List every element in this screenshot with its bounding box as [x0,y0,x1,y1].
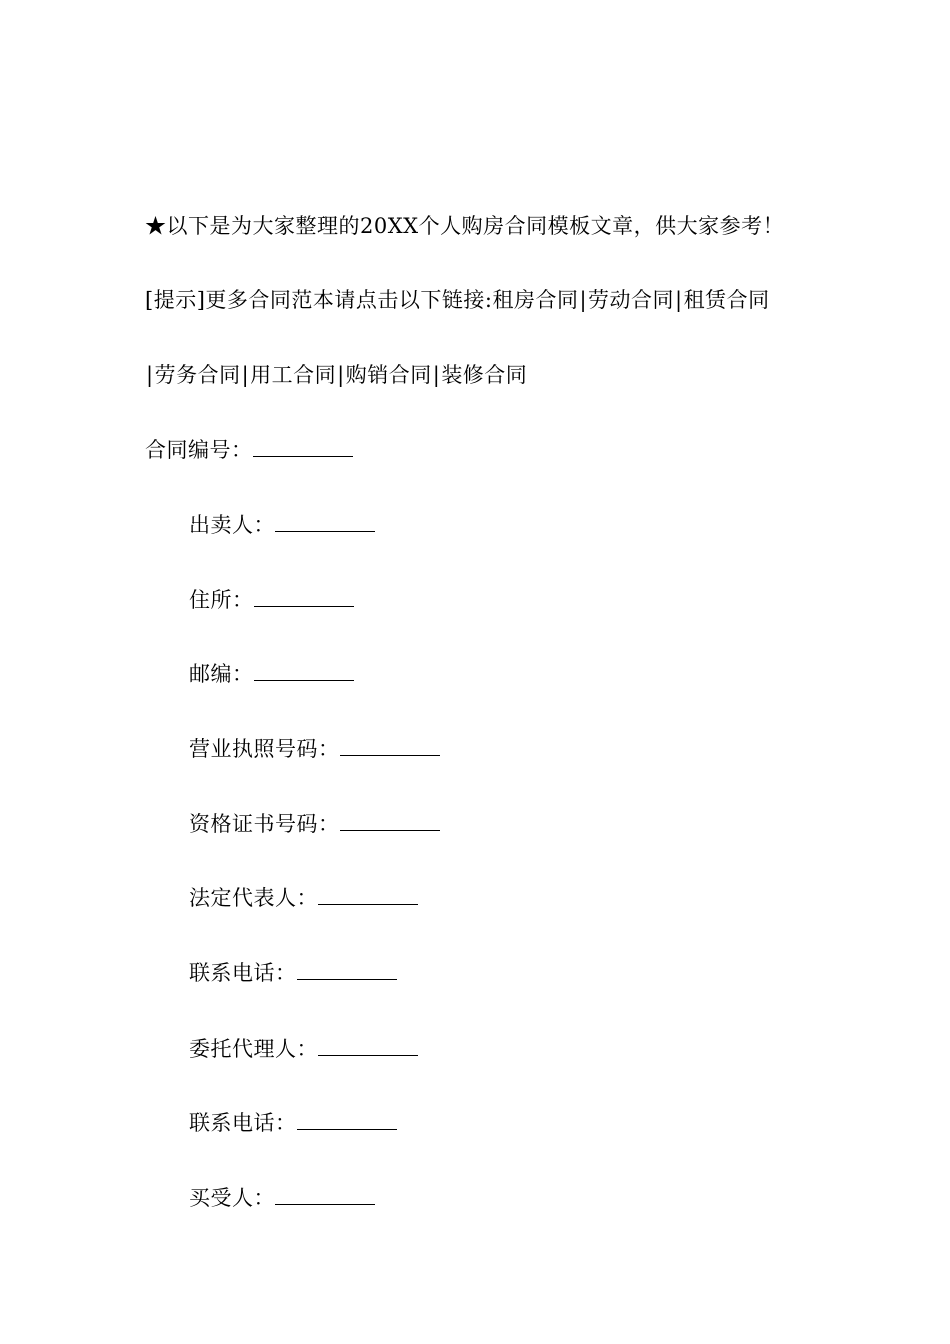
phone-label-2: 联系电话： [189,1111,297,1135]
address-label: 住所： [189,588,254,612]
business-license-blank [340,739,440,756]
hint-link-renovation[interactable]: 装修合同 [441,363,528,387]
seller-label: 出卖人： [189,513,275,537]
link-separator: | [675,288,683,312]
qualification-cert-row [189,810,440,838]
qualification-cert-label: 资格证书号码： [189,812,340,836]
link-separator: | [241,363,250,387]
link-separator: | [337,363,345,387]
postcode-blank [254,664,354,681]
legal-rep-blank [318,888,418,905]
postcode-row [189,660,354,688]
business-license-row [189,735,440,763]
hint-prefix: [提示]更多合同范本请点击以下链接: [145,288,493,312]
qualification-cert-blank [340,814,440,831]
legal-rep-row [189,884,418,912]
agent-blank [318,1039,418,1056]
phone-row-1 [189,959,397,987]
hint-line-1 [145,286,770,314]
phone-blank-1 [297,963,397,980]
hint-link-purchase-sale[interactable]: 购销合同 [345,363,432,387]
link-separator: | [432,363,441,387]
legal-rep-label: 法定代表人： [189,886,318,910]
phone-blank-2 [297,1113,397,1130]
hint-line-2 [145,361,527,389]
buyer-row [189,1184,375,1212]
phone-row-2 [189,1109,397,1137]
hint-link-lease[interactable]: 租赁合同 [683,288,770,312]
address-row [189,586,354,614]
hint-link-employment[interactable]: 用工合同 [250,363,337,387]
contract-number-row [145,436,353,464]
agent-label: 委托代理人： [189,1037,318,1061]
phone-label-1: 联系电话： [189,961,297,985]
seller-row [189,511,375,539]
link-separator: | [146,363,154,387]
address-blank [254,590,354,607]
link-separator: | [579,288,588,312]
intro-text: ★以下是为大家整理的20XX个人购房合同模板文章，供大家参考！ [145,214,785,238]
buyer-label: 买受人： [189,1186,275,1210]
buyer-blank [275,1188,375,1205]
hint-link-labor[interactable]: 劳动合同 [588,288,675,312]
contract-number-label: 合同编号： [145,438,253,462]
business-license-label: 营业执照号码： [189,737,340,761]
postcode-label: 邮编： [189,662,254,686]
hint-link-service[interactable]: 劳务合同 [154,363,241,387]
contract-number-blank [253,440,353,457]
seller-blank [275,515,375,532]
hint-link-rent[interactable]: 租房合同 [492,288,579,312]
agent-row [189,1035,418,1063]
